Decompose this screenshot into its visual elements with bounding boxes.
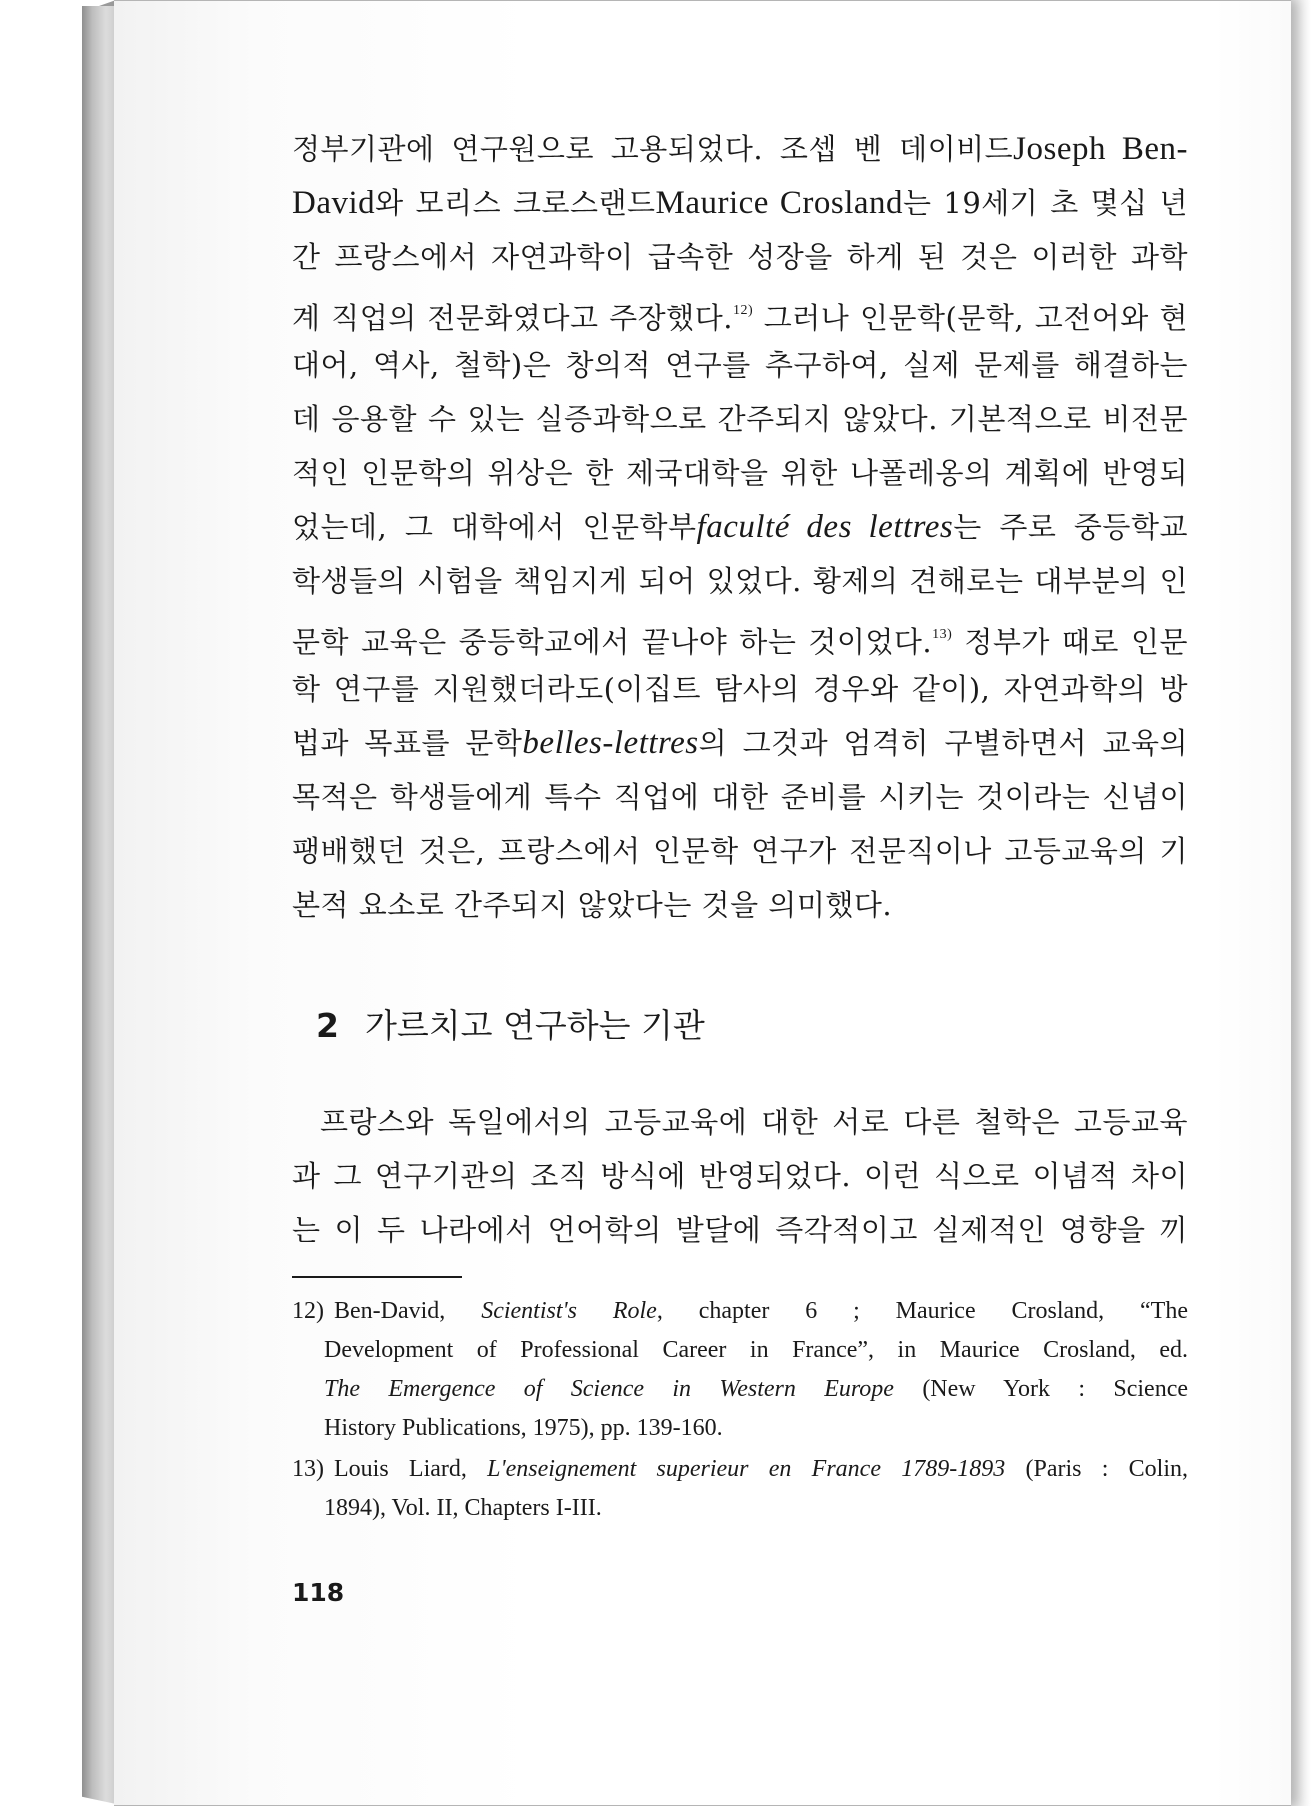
body-line — [292, 176, 1188, 230]
footnote-text: Development of Professional Career in France”, in Maurice Crosland, ed. — [324, 1337, 1188, 1363]
body-line — [292, 716, 1188, 770]
footnote-text: History Publications, 1975), pp. 139-160. — [324, 1415, 723, 1441]
body-text: 목적은 학생들에게 특수 직업에 대한 준비를 시키는 것이라는 신념이 — [292, 780, 1188, 814]
body-paragraph — [292, 122, 1188, 932]
body-text: 었는데, 그 대학에서 인문학부 — [292, 510, 697, 544]
latin-term-italic: belles-lettres — [522, 725, 699, 761]
footnote-title-italic: The Emergence of Science in Western Europe — [324, 1376, 894, 1402]
footnote-separator — [292, 1276, 462, 1278]
body-text: 는 주로 중등학교 — [953, 510, 1188, 544]
body-text: 간 프랑스에서 자연과학이 급속한 성장을 하게 된 것은 이러한 과학 — [292, 240, 1188, 274]
body-text: 데 응용할 수 있는 실증과학으로 간주되지 않았다. 기본적으로 비전문 — [292, 402, 1188, 436]
section-heading — [316, 1000, 705, 1047]
body-text: 학생들의 시험을 책임지게 되어 있었다. 황제의 견해로는 대부분의 인 — [292, 564, 1188, 598]
latin-term: Joseph Ben- — [1013, 131, 1188, 167]
body-line — [292, 662, 1188, 716]
body-text: 팽배했던 것은, 프랑스에서 인문학 연구가 전문직이나 고등교육의 기 — [292, 834, 1188, 868]
body-line — [292, 392, 1188, 446]
body-line — [292, 878, 1188, 932]
latin-term: David — [292, 185, 376, 221]
footnote-text: Louis Liard, — [334, 1456, 488, 1482]
footnote-line — [324, 1331, 1188, 1370]
footnotes — [292, 1292, 1188, 1530]
page-number: 118 — [292, 1578, 345, 1607]
body-line — [292, 122, 1188, 176]
body-line — [292, 446, 1188, 500]
section-paragraph — [292, 1095, 1188, 1257]
body-text: 그러나 인문학(문학, 고전어와 현 — [753, 301, 1189, 335]
footnote-title-italic: L'enseignement superieur en France 1789-1893 — [487, 1456, 1006, 1482]
footnote-text: 1894), Vol. II, Chapters I-III. — [324, 1495, 602, 1521]
footnote-line — [324, 1370, 1188, 1409]
footnote-line — [292, 1450, 1188, 1489]
body-text: 는 19세기 초 몇십 년 — [903, 186, 1188, 220]
footnote-12 — [292, 1292, 1188, 1448]
body-text: 프랑스와 독일에서의 고등교육에 대한 서로 다른 철학은 고등교육 — [320, 1105, 1188, 1139]
footnote-line — [324, 1489, 1188, 1528]
page-right-shadow — [1291, 0, 1311, 1806]
body-text: 법과 목표를 문학 — [292, 726, 523, 760]
footnote-text: Ben-David, — [334, 1298, 482, 1324]
body-line — [292, 770, 1188, 824]
footnote-13 — [292, 1450, 1188, 1528]
latin-term-italic: faculté des lettres — [696, 509, 954, 545]
body-text: 계 직업의 전문화였다고 주장했다. — [292, 301, 733, 335]
body-text: 과 그 연구기관의 조직 방식에 반영되었다. 이런 식으로 이념적 차이 — [292, 1159, 1188, 1193]
body-line — [292, 824, 1188, 878]
section-line — [292, 1095, 1188, 1149]
body-text: 의 그것과 엄격히 구별하면서 교육의 — [698, 726, 1188, 760]
footnote-number: 13) — [292, 1456, 324, 1482]
body-line — [292, 500, 1188, 554]
body-text: 문학 교육은 중등학교에서 끝나야 하는 것이었다. — [292, 625, 933, 659]
body-text: 대어, 역사, 철학)은 창의적 연구를 추구하여, 실제 문제를 해결하는 — [292, 348, 1188, 382]
body-line — [292, 230, 1188, 284]
body-text: 는 이 두 나라에서 언어학의 발달에 즉각적이고 실제적인 영향을 끼 — [292, 1213, 1188, 1247]
body-text: 적인 인문학의 위상은 한 제국대학을 위한 나폴레옹의 계획에 반영되 — [292, 456, 1188, 490]
body-line — [292, 608, 1188, 662]
section-line — [292, 1149, 1188, 1203]
footnote-text: (New York : Science — [893, 1376, 1188, 1402]
footnote-text: (Paris : Colin, — [1005, 1456, 1188, 1482]
body-line — [292, 284, 1188, 338]
section-title: 가르치고 연구하는 기관 — [364, 1006, 705, 1045]
body-text: 와 모리스 크로스랜드 — [375, 186, 656, 220]
body-text: 정부기관에 연구원으로 고용되었다. 조셉 벤 데이비드 — [292, 132, 1014, 166]
body-line — [292, 338, 1188, 392]
footnote-line — [292, 1292, 1188, 1331]
body-text: 정부가 때로 인문 — [952, 625, 1188, 659]
section-line — [292, 1203, 1188, 1257]
footnote-line — [324, 1409, 1188, 1448]
footnote-title-italic: Scientist's Role — [481, 1298, 657, 1324]
footnote-ref: 12) — [732, 303, 754, 318]
body-text: 학 연구를 지원했더라도(이집트 탐사의 경우와 같이), 자연과학의 방 — [292, 672, 1188, 706]
body-line — [292, 554, 1188, 608]
latin-term: Maurice Crosland — [655, 185, 904, 221]
page-stack-edge — [82, 6, 116, 1804]
footnote-ref: 13) — [932, 627, 953, 642]
section-number: 2 — [316, 1006, 339, 1045]
footnote-number: 12) — [292, 1298, 324, 1324]
footnote-text: , chapter 6 ; Maurice Crosland, “The — [656, 1298, 1188, 1324]
body-text: 본적 요소로 간주되지 않았다는 것을 의미했다. — [292, 888, 893, 922]
